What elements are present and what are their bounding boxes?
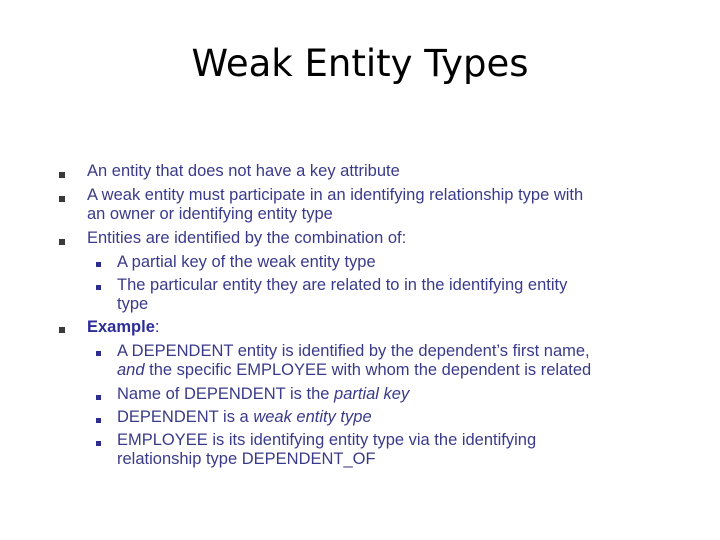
sub-bullet-square-icon xyxy=(96,395,101,400)
sub-bullet-square-icon xyxy=(96,285,101,290)
bullet-square-icon xyxy=(59,327,65,333)
sub-bullet-item: EMPLOYEE is its identifying entity type via the identifying relationship type DEPENDENT_OF xyxy=(117,431,537,468)
sub-bullet-square-icon xyxy=(96,262,101,267)
bullet-item: An entity that does not have a key attribute xyxy=(87,162,400,180)
bullet-square-icon xyxy=(59,172,65,178)
example-heading: Example: xyxy=(87,318,160,336)
bullet-square-icon xyxy=(59,196,65,202)
sub-bullet-item: Name of DEPENDENT is the partial key xyxy=(117,385,410,403)
example-label: Example xyxy=(87,318,155,336)
sub-bullet-item: DEPENDENT is a weak entity type xyxy=(117,408,372,426)
sub-bullet-square-icon xyxy=(96,351,101,356)
sub-bullet-item: A partial key of the weak entity type xyxy=(117,253,376,271)
sub-bullet-square-icon xyxy=(96,418,101,423)
bullet-item: A weak entity must participate in an identifying relationship type with an owner or identifying entity type xyxy=(87,186,584,223)
sub-bullet-item: The particular entity they are related to in the identifying entity type xyxy=(117,276,568,313)
slide-title: Weak Entity Types xyxy=(191,42,529,85)
bullet-item: Entities are identified by the combination of: xyxy=(87,229,407,247)
bullet-square-icon xyxy=(59,239,65,245)
sub-bullet-item: A DEPENDENT entity is identified by the dependent’s first name, and the specific EMPLOYEE with whom the dependent is related xyxy=(117,342,592,379)
sub-bullet-square-icon xyxy=(96,441,101,446)
